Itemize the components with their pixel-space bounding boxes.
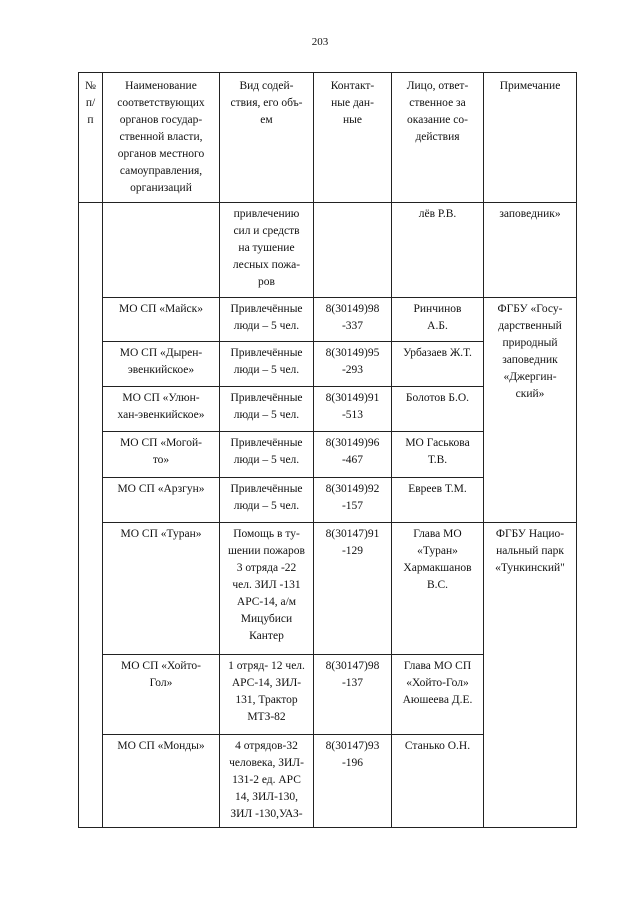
col-header-responsible: Лицо, ответ- ственное за оказание со- действия bbox=[392, 73, 484, 203]
aid-cell: Привлечённые люди – 5 чел. bbox=[220, 432, 314, 478]
responsible-cell: Ринчинов А.Б. bbox=[392, 298, 484, 342]
table-row bbox=[79, 523, 577, 655]
assistance-table bbox=[78, 72, 577, 828]
responsible-cell: Болотов Б.О. bbox=[392, 387, 484, 432]
contact-cell: 8(30147)98 -137 bbox=[314, 655, 392, 735]
contact-cell: 8(30147)91 -129 bbox=[314, 523, 392, 655]
col-header-note: Примечание bbox=[484, 73, 577, 203]
organization-cell: МО СП «Могой- то» bbox=[103, 432, 220, 478]
responsible-cell: Урбазаев Ж.Т. bbox=[392, 342, 484, 387]
responsible-cell: Станько О.Н. bbox=[392, 735, 484, 828]
note-cell-zapovednik: ФГБУ «Госу- дарственный природный заповедник «Джергин- ский» bbox=[484, 298, 577, 523]
aid-cell: Привлечённые люди – 5 чел. bbox=[220, 478, 314, 523]
responsible-cell: Евреев Т.М. bbox=[392, 478, 484, 523]
col-header-contacts: Контакт- ные дан- ные bbox=[314, 73, 392, 203]
organization-cell: МО СП «Майск» bbox=[103, 298, 220, 342]
aid-cell: привлечению сил и средств на тушение лесных пожа- ров bbox=[220, 203, 314, 298]
contact-cell: 8(30149)96 -467 bbox=[314, 432, 392, 478]
table-row bbox=[79, 203, 577, 298]
aid-cell: Помощь в ту- шении пожаров 3 отряда -22 чел. ЗИЛ -131 АРС-14, а/м Мицубиси Кантер bbox=[220, 523, 314, 655]
responsible-cell: Глава МО «Туран» Хармакшанов В.С. bbox=[392, 523, 484, 655]
responsible-cell: лёв Р.В. bbox=[392, 203, 484, 298]
note-cell-park: ФГБУ Нацио- нальный парк «Тункинский" bbox=[484, 523, 577, 828]
organization-cell: МО СП «Арзгун» bbox=[103, 478, 220, 523]
row-number-cell bbox=[79, 203, 103, 828]
aid-cell: Привлечённые люди – 5 чел. bbox=[220, 387, 314, 432]
organization-cell: МО СП «Туран» bbox=[103, 523, 220, 655]
aid-cell: 1 отряд- 12 чел. АРС-14, ЗИЛ- 131, Трактор МТЗ-82 bbox=[220, 655, 314, 735]
organization-cell bbox=[103, 203, 220, 298]
table-row bbox=[79, 298, 577, 342]
page-number: 203 bbox=[311, 36, 329, 48]
contact-cell: 8(30149)92 -157 bbox=[314, 478, 392, 523]
contact-cell bbox=[314, 203, 392, 298]
organization-cell: МО СП «Дырен- эвенкийское» bbox=[103, 342, 220, 387]
aid-cell: Привлечённые люди – 5 чел. bbox=[220, 298, 314, 342]
contact-cell: 8(30149)91 -513 bbox=[314, 387, 392, 432]
note-cell: заповедник» bbox=[484, 203, 577, 298]
col-header-aid-type: Вид содей- ствия, его объ- ем bbox=[220, 73, 314, 203]
organization-cell: МО СП «Улюн- хан-эвенкийское» bbox=[103, 387, 220, 432]
col-header-number: № п/ п bbox=[79, 73, 103, 203]
table-header-row bbox=[79, 73, 577, 203]
contact-cell: 8(30147)93 -196 bbox=[314, 735, 392, 828]
responsible-cell: Глава МО СП «Хойто-Гол» Аюшеева Д.Е. bbox=[392, 655, 484, 735]
aid-cell: Привлечённые люди – 5 чел. bbox=[220, 342, 314, 387]
organization-cell: МО СП «Монды» bbox=[103, 735, 220, 828]
contact-cell: 8(30149)98 -337 bbox=[314, 298, 392, 342]
col-header-organization: Наименование соответствующих органов государ- ственной власти, органов местного самоуправления, организаций bbox=[103, 73, 220, 203]
responsible-cell: МО Гаськова Т.В. bbox=[392, 432, 484, 478]
organization-cell: МО СП «Хойто- Гол» bbox=[103, 655, 220, 735]
contact-cell: 8(30149)95 -293 bbox=[314, 342, 392, 387]
aid-cell: 4 отрядов-32 человека, ЗИЛ- 131-2 ед. АРС 14, ЗИЛ-130, ЗИЛ -130,УАЗ- bbox=[220, 735, 314, 828]
